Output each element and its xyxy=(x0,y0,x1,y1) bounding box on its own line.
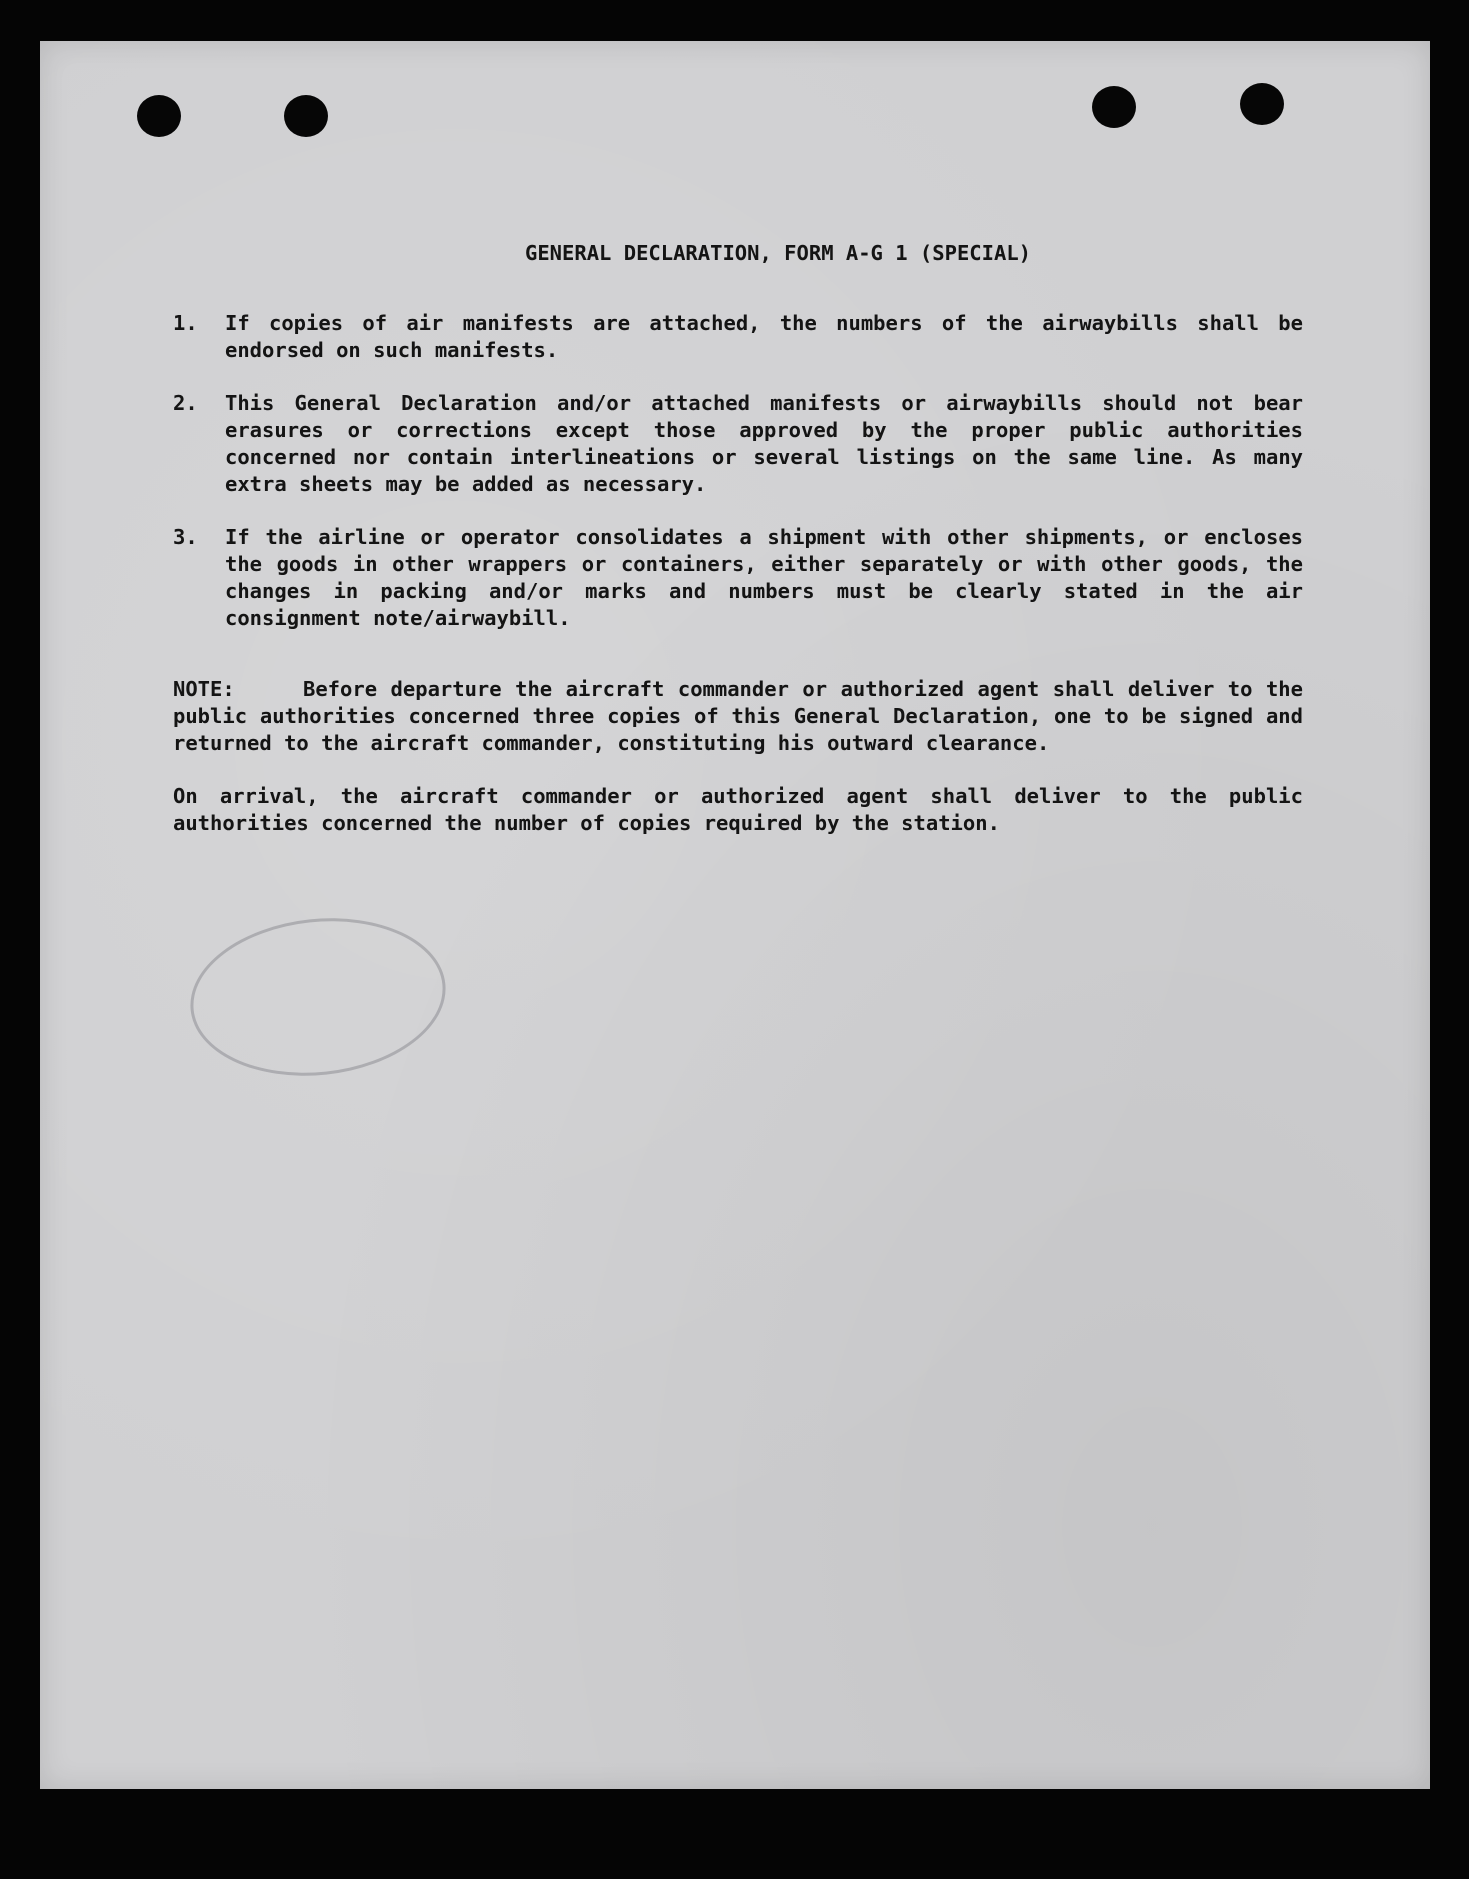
item-number: 2. xyxy=(173,391,198,415)
note-text: Before departure the aircraft commander or authorized agent shall deliver to the public authorities concerned three copies of this General Declaration, one to be signed and returned to the aircraft commander, constituting his outward clearance. xyxy=(173,677,1303,755)
item-text: If copies of air manifests are attached, the numbers of the airwaybills shall be endorsed on such manifests. xyxy=(225,311,1303,362)
instruction-item-3 xyxy=(173,524,1303,632)
arrival-paragraph: On arrival, the aircraft commander or authorized agent shall deliver to the public authorities concerned the number of copies required by the station. xyxy=(173,784,1303,835)
item-text: If the airline or operator consolidates a shipment with other shipments, or encloses the goods in other wrappers or containers, either separately or with other goods, the changes in packing and/or marks and numbers must be clearly stated in the air consignment note/airwaybill. xyxy=(225,525,1303,630)
document-title: GENERAL DECLARATION, FORM A-G 1 (SPECIAL) xyxy=(524,241,1032,265)
faded-stamp xyxy=(183,906,454,1088)
note-paragraph xyxy=(173,676,1303,757)
instruction-item-1 xyxy=(173,310,1303,364)
note-label: NOTE: xyxy=(173,677,235,701)
punch-hole-2 xyxy=(284,95,328,137)
item-number: 1. xyxy=(173,311,198,335)
instruction-item-2 xyxy=(173,390,1303,498)
item-number: 3. xyxy=(173,525,198,549)
punch-hole-3 xyxy=(1092,86,1136,128)
item-text: This General Declaration and/or attached manifests or airwaybills should not bear erasures or corrections except those approved by the proper public authorities concerned nor contain interlineations or several listings on the same line. As many extra sheets may be added as necessary. xyxy=(225,391,1303,496)
declaration-content xyxy=(173,240,1303,837)
punch-hole-4 xyxy=(1240,83,1284,125)
punch-hole-1 xyxy=(137,95,181,137)
